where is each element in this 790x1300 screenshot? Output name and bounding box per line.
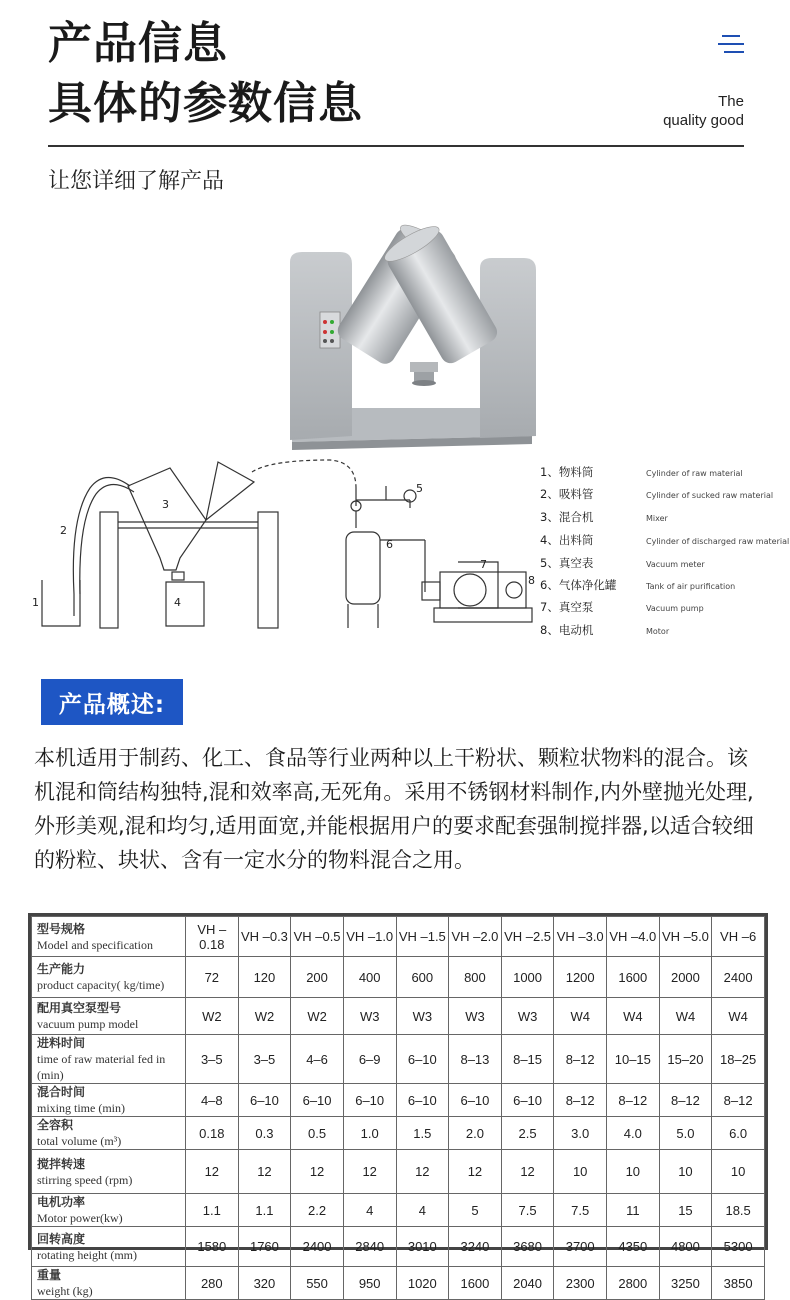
model-header-cell: VH –1.0 <box>343 917 396 957</box>
tagline <box>663 92 744 130</box>
diagram-number-6: 6 <box>386 538 393 551</box>
row-label-en: time of raw material fed in (min) <box>37 1052 166 1082</box>
table-cell: 8–12 <box>659 1084 712 1117</box>
table-cell: 6–9 <box>343 1035 396 1084</box>
tagline-line1: The <box>718 93 744 110</box>
table-cell: W4 <box>659 998 712 1035</box>
table-cell: 3680 <box>501 1227 554 1267</box>
table-cell: 3250 <box>659 1267 712 1300</box>
table-cell: 6–10 <box>238 1084 291 1117</box>
table-cell: 4 <box>396 1194 449 1227</box>
row-label-zh: 混合时间 <box>37 1085 86 1099</box>
table-cell: 8–15 <box>501 1035 554 1084</box>
table-cell: 2.5 <box>501 1117 554 1150</box>
row-label-zh: 型号规格 <box>37 921 86 936</box>
overview-heading: 产品概述: <box>41 679 183 725</box>
table-cell: 1580 <box>186 1227 239 1267</box>
model-header-cell: VH –2.0 <box>449 917 502 957</box>
table-cell: 4–8 <box>186 1084 239 1117</box>
legend-en: Mixer <box>646 514 668 523</box>
table-row <box>32 1267 765 1300</box>
overview-text: 本机适用于制药、化工、食品等行业两种以上干粉状、颗粒状物料的混合。该机混和筒结构独特,混和效率高,无死角。采用不锈钢材料制作,内外壁抛光处理,外形美观,混和均匀,适用面宽,并能根据用户的要求配套强制搅拌器,以适合较细的粉粒、块状、含有一定水分的物料混合之用。 <box>34 746 754 872</box>
table-cell: 1000 <box>501 957 554 998</box>
table-cell: 200 <box>291 957 344 998</box>
diagram-number-2: 2 <box>60 524 67 537</box>
row-label-zh: 回转高度 <box>37 1231 86 1246</box>
table-cell: 2400 <box>291 1227 344 1267</box>
table-row <box>32 998 765 1035</box>
table-cell: 1.0 <box>343 1117 396 1150</box>
model-header-cell: VH –5.0 <box>659 917 712 957</box>
legend-zh: 6、气体净化罐 <box>540 578 617 592</box>
table-cell: 3–5 <box>186 1035 239 1084</box>
table-cell: 1600 <box>449 1267 502 1300</box>
table-cell: W2 <box>291 998 344 1035</box>
row-label <box>32 1035 186 1084</box>
row-label-en: weight (kg) <box>37 1284 93 1298</box>
row-label <box>32 1150 186 1194</box>
row-label-zh: 重量 <box>37 1268 62 1282</box>
table-row <box>32 957 765 998</box>
table-cell: 8–12 <box>554 1035 607 1084</box>
table-cell: W3 <box>449 998 502 1035</box>
row-label-zh: 全容积 <box>37 1118 74 1132</box>
table-cell: 4.0 <box>607 1117 660 1150</box>
table-row <box>32 1150 765 1194</box>
table-cell: 4800 <box>659 1227 712 1267</box>
model-header-cell: VH –4.0 <box>607 917 660 957</box>
model-header-cell: VH –0.5 <box>291 917 344 957</box>
diagram-number-3: 3 <box>162 498 169 511</box>
table-cell: 600 <box>396 957 449 998</box>
table-cell: 12 <box>291 1150 344 1194</box>
table-cell: 12 <box>343 1150 396 1194</box>
model-header-cell: VH –0.18 <box>186 917 239 957</box>
row-label-zh: 生产能力 <box>37 962 86 976</box>
row-label <box>32 1227 186 1267</box>
process-schematic <box>30 458 790 650</box>
table-cell: 18–25 <box>712 1035 765 1084</box>
table-cell: 8–12 <box>554 1084 607 1117</box>
header-divider <box>48 145 744 147</box>
legend-zh: 4、出料筒 <box>540 533 594 547</box>
table-cell: 15 <box>659 1194 712 1227</box>
table-cell: 2400 <box>712 957 765 998</box>
table-row <box>32 1035 765 1084</box>
table-row <box>32 1227 765 1267</box>
table-row <box>32 1084 765 1117</box>
table-cell: W2 <box>238 998 291 1035</box>
legend-en: Vacuum meter <box>646 560 705 569</box>
page-title-line2: 具体的参数信息 <box>48 78 363 129</box>
row-label <box>32 998 186 1035</box>
table-cell: 10–15 <box>607 1035 660 1084</box>
table-cell: 2800 <box>607 1267 660 1300</box>
table-cell: 5 <box>449 1194 502 1227</box>
table-cell: W2 <box>186 998 239 1035</box>
table-cell: 6–10 <box>343 1084 396 1117</box>
row-label-en: rotating height (mm) <box>37 1247 137 1262</box>
legend-zh: 3、混合机 <box>540 510 594 524</box>
row-label-en: Motor power(kw) <box>37 1211 123 1225</box>
legend-en: Vacuum pump <box>646 604 704 613</box>
table-cell: 4–6 <box>291 1035 344 1084</box>
row-label <box>32 1117 186 1150</box>
row-label <box>32 917 186 957</box>
v-mixer-photo <box>280 212 542 454</box>
table-cell: 280 <box>186 1267 239 1300</box>
table-cell: 3.0 <box>554 1117 607 1150</box>
table-cell: 550 <box>291 1267 344 1300</box>
table-cell: 6.0 <box>712 1117 765 1150</box>
table-cell: 3–5 <box>238 1035 291 1084</box>
table-cell: 6–10 <box>449 1084 502 1117</box>
legend-en: Cylinder of raw material <box>646 469 743 478</box>
row-label-zh: 搅拌转速 <box>37 1156 86 1171</box>
table-cell: 8–12 <box>607 1084 660 1117</box>
table-cell: 12 <box>449 1150 502 1194</box>
table-cell: 1.5 <box>396 1117 449 1150</box>
diagram-number-5: 5 <box>416 482 423 495</box>
table-cell: W4 <box>607 998 660 1035</box>
legend-en: Tank of air purification <box>646 582 736 591</box>
page-title-line1: 产品信息 <box>48 18 228 69</box>
row-label-en: vacuum pump model <box>37 1017 139 1031</box>
table-cell: 72 <box>186 957 239 998</box>
table-cell: 320 <box>238 1267 291 1300</box>
table-cell: W4 <box>712 998 765 1035</box>
row-label-en: mixing time (min) <box>37 1101 125 1115</box>
table-cell: 2300 <box>554 1267 607 1300</box>
table-cell: W3 <box>343 998 396 1035</box>
table-cell: 12 <box>186 1150 239 1194</box>
table-cell: 10 <box>712 1150 765 1194</box>
row-label-en: Model and specification <box>37 937 153 952</box>
table-row <box>32 1194 765 1227</box>
table-cell: W3 <box>396 998 449 1035</box>
table-cell: W4 <box>554 998 607 1035</box>
table-cell: 3240 <box>449 1227 502 1267</box>
table-cell: 7.5 <box>501 1194 554 1227</box>
row-label-zh: 进料时间 <box>37 1036 86 1050</box>
table-cell: 2.2 <box>291 1194 344 1227</box>
tagline-line2: quality good <box>663 112 744 129</box>
row-label <box>32 957 186 998</box>
table-cell: 11 <box>607 1194 660 1227</box>
table-cell: 5.0 <box>659 1117 712 1150</box>
table-cell: 7.5 <box>554 1194 607 1227</box>
table-cell: 10 <box>659 1150 712 1194</box>
model-header-cell: VH –1.5 <box>396 917 449 957</box>
diagram-number-8: 8 <box>528 574 535 587</box>
table-cell: 6–10 <box>291 1084 344 1117</box>
table-cell: 4 <box>343 1194 396 1227</box>
table-cell: 2040 <box>501 1267 554 1300</box>
legend-zh: 5、真空表 <box>540 556 594 570</box>
model-header-cell: VH –6 <box>712 917 765 957</box>
legend-en: Cylinder of sucked raw material <box>646 491 774 500</box>
model-header-cell: VH –2.5 <box>501 917 554 957</box>
table-cell: 4350 <box>607 1227 660 1267</box>
table-cell: 120 <box>238 957 291 998</box>
legend-zh: 8、电动机 <box>540 623 594 637</box>
diagram-number-4: 4 <box>174 596 181 609</box>
table-cell: 3700 <box>554 1227 607 1267</box>
table-cell: 12 <box>396 1150 449 1194</box>
table-cell: 5300 <box>712 1227 765 1267</box>
table-cell: 6–10 <box>396 1084 449 1117</box>
diagram-number-7: 7 <box>480 558 487 571</box>
table-cell: W3 <box>501 998 554 1035</box>
legend-zh: 2、吸料管 <box>540 487 594 501</box>
table-cell: 0.3 <box>238 1117 291 1150</box>
table-cell: 8–12 <box>712 1084 765 1117</box>
table-cell: 1200 <box>554 957 607 998</box>
table-cell: 8–13 <box>449 1035 502 1084</box>
table-cell: 15–20 <box>659 1035 712 1084</box>
row-label <box>32 1267 186 1300</box>
table-cell: 6–10 <box>501 1084 554 1117</box>
row-label-zh: 电机功率 <box>37 1195 86 1209</box>
model-header-cell: VH –0.3 <box>238 917 291 957</box>
table-cell: 12 <box>501 1150 554 1194</box>
table-cell: 1.1 <box>186 1194 239 1227</box>
subtitle: 让您详细了解产品 <box>48 169 225 194</box>
table-cell: 1.1 <box>238 1194 291 1227</box>
table-cell: 3850 <box>712 1267 765 1300</box>
table-row <box>32 1117 765 1150</box>
table-cell: 1020 <box>396 1267 449 1300</box>
diagram-number-1: 1 <box>32 596 39 609</box>
table-header-row <box>32 917 765 957</box>
table-cell: 2000 <box>659 957 712 998</box>
row-label-en: product capacity( kg/time) <box>37 978 165 992</box>
legend-en: Cylinder of discharged raw material <box>646 537 790 546</box>
diagram-legend <box>540 465 617 637</box>
row-label-zh: 配用真空泵型号 <box>37 1001 122 1015</box>
table-cell: 0.18 <box>186 1117 239 1150</box>
table-cell: 18.5 <box>712 1194 765 1227</box>
legend-zh: 7、真空泵 <box>540 600 594 614</box>
table-cell: 10 <box>554 1150 607 1194</box>
table-cell: 800 <box>449 957 502 998</box>
table-cell: 1600 <box>607 957 660 998</box>
model-header-cell: VH –3.0 <box>554 917 607 957</box>
table-cell: 12 <box>238 1150 291 1194</box>
legend-en: Motor <box>646 627 670 636</box>
row-label <box>32 1194 186 1227</box>
row-label-en: stirring speed (rpm) <box>37 1172 133 1187</box>
menu-icon[interactable] <box>718 34 744 54</box>
row-label <box>32 1084 186 1117</box>
table-cell: 2.0 <box>449 1117 502 1150</box>
table-cell: 6–10 <box>396 1035 449 1084</box>
table-cell: 3010 <box>396 1227 449 1267</box>
table-cell: 0.5 <box>291 1117 344 1150</box>
table-cell: 1760 <box>238 1227 291 1267</box>
legend-zh: 1、物料筒 <box>540 465 594 479</box>
spec-table <box>28 913 768 1298</box>
table-cell: 950 <box>343 1267 396 1300</box>
table-cell: 10 <box>607 1150 660 1194</box>
row-label-en: total volume (m³) <box>37 1134 122 1148</box>
table-cell: 400 <box>343 957 396 998</box>
table-cell: 2840 <box>343 1227 396 1267</box>
